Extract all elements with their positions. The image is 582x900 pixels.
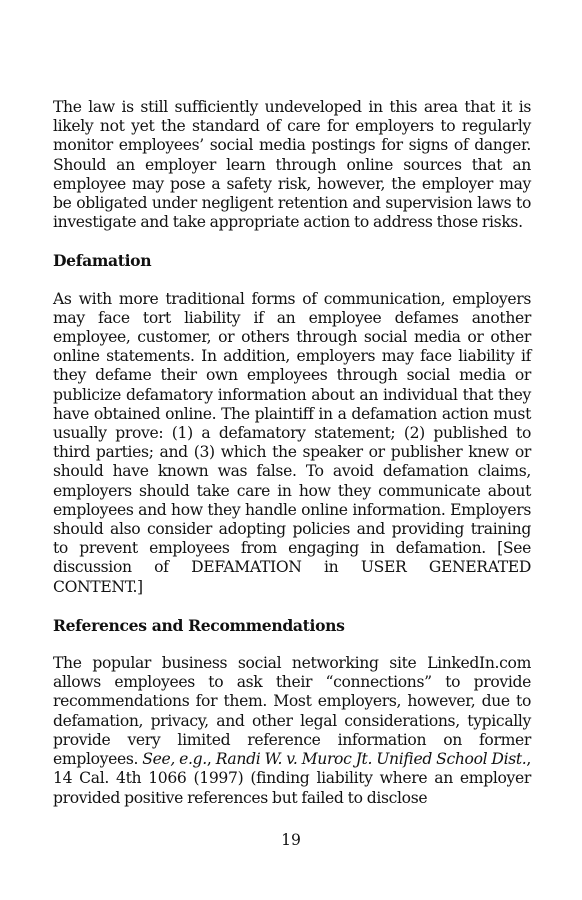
- document-page: [53, 98, 531, 808]
- case-name: Randi W. v. Muroc Jt. Unified School Dist.: [215, 750, 527, 769]
- references-text-end: , 14 Cal. 4th 1066 (1997) (finding liability where an employer provided positive references but failed to disclose: [53, 750, 531, 807]
- body-paragraph-defamation: As with more traditional forms of communication, employers may face tort liability if an employee defames another employee, customer, or others through social media or other online statements. In addition, employers may face liability if they defame their own employees through social media or publicize defamatory information about an individual that they have obtained online. The plaintiff in a defamation action must usually prove: (1) a defamatory statement; (2) published to third parties; and (3) which the speaker or publisher knew or should have known was false. To avoid defamation claims, employers should take care in how they communicate about employees and how they handle online information. Employers should also consider adopting policies and providing training to prevent employees from engaging in defamation. [See discussion of DEFAMATION in USER GENERATED CONTENT.]: [53, 289, 531, 596]
- references-text-start: The popular business social networking site LinkedIn.com allows employees to ask their “connections” to provide recommendations for them. Most employers, however, due to defamation, privacy, and other legal considerations, typically provide very limited reference information on former employees.: [53, 654, 531, 769]
- citation-comma: ,: [206, 750, 216, 769]
- section-heading-references: References and Recommendations: [53, 615, 345, 635]
- body-paragraph-monitoring: The law is still sufficiently undeveloped in this area that it is likely not yet the standard of care for employers to regularly monitor employees’ social media postings for signs of danger. Should an employer learn through online sources that an employee may pose a safety risk, however, the employer may be obligated under negligent retention and supervision laws to investigate and take appropriate action to address those risks.: [53, 98, 531, 232]
- section-heading-defamation: Defamation: [53, 251, 152, 271]
- citation-signal: See, e.g.: [142, 750, 207, 769]
- page-number: 19: [281, 831, 301, 849]
- body-paragraph-references: [53, 654, 531, 808]
